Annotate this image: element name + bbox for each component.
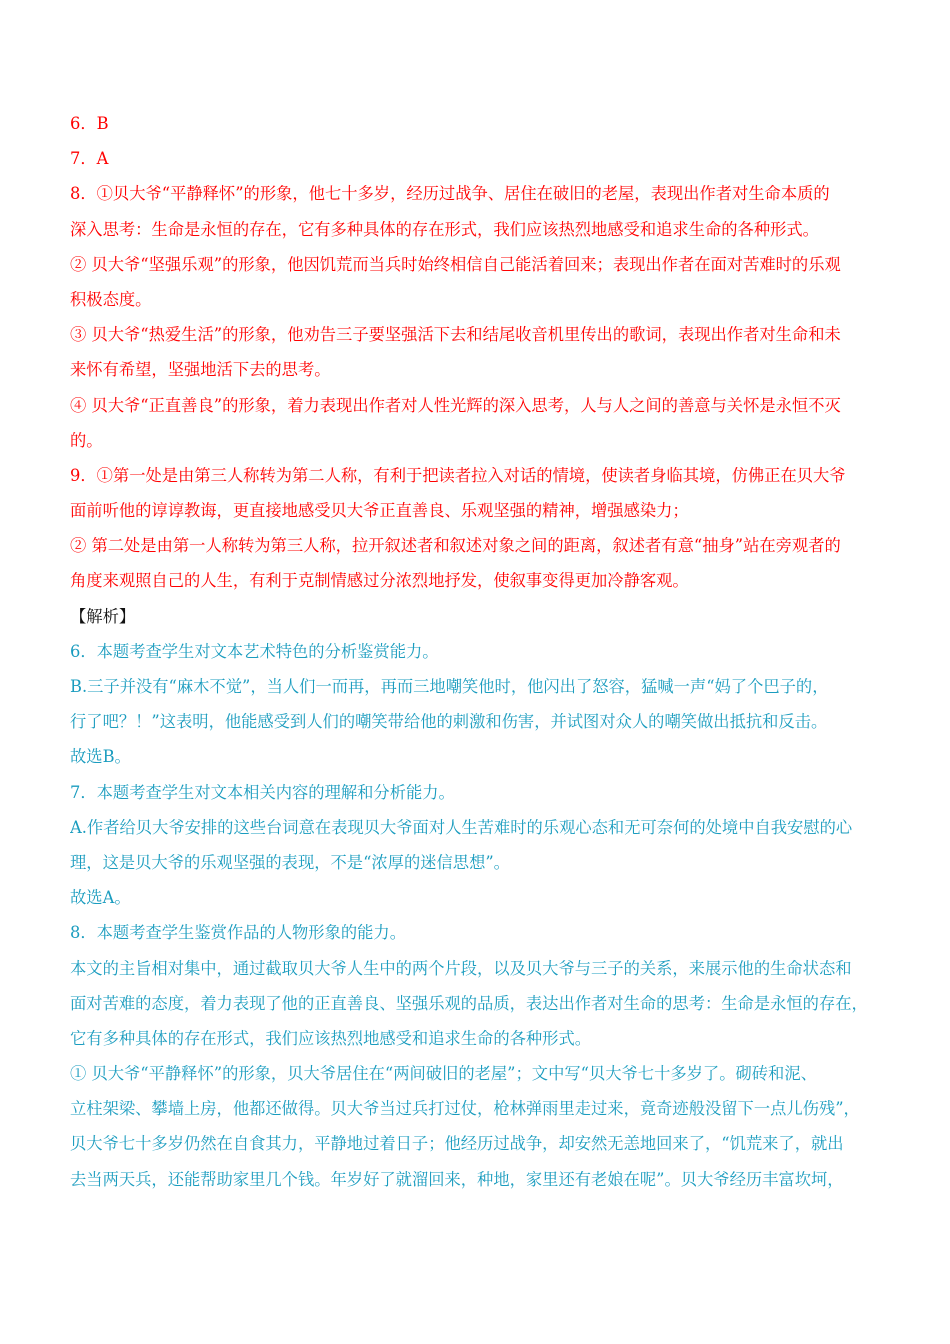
- answer-7: 7．A: [70, 149, 109, 169]
- answer-9-line: 面前听他的谆谆教诲，更直接地感受贝大爷正直善良、乐观坚强的精神，增强感染力；: [70, 501, 689, 521]
- analysis-7-line: 7．本题考查学生对文本相关内容的理解和分析能力。: [70, 782, 455, 802]
- analysis-7-line: A.作者给贝大爷安排的这些台词意在表现贝大爷面对人生苦难时的乐观心态和无可奈何的处境中自我安慰的心: [70, 817, 853, 837]
- analysis-8-line: 本文的主旨相对集中，通过截取贝大爷人生中的两个片段，以及贝大爷与三子的关系，来展示他的生命状态和: [70, 958, 852, 978]
- page-content: [70, 106, 885, 1197]
- analysis-7-line: 理，这是贝大爷的乐观坚强的表现，不是“浓厚的迷信思想”。: [70, 852, 510, 872]
- answer-8-line: 8．①贝大爷“平静释怀”的形象，他七十多岁，经历过战争、居住在破旧的老屋，表现出作者对生命本质的: [70, 184, 830, 204]
- analysis-6-line: 故选B。: [70, 747, 131, 767]
- analysis-8-line: 去当两天兵，还能帮助家里几个钱。年岁好了就溜回来，种地，家里还有老娘在呢”。贝大爷经历丰富坎坷，: [70, 1169, 844, 1189]
- analysis-6-line: 行了吧？！”这表明，他能感受到人们的嘲笑带给他的刺激和伤害，并试图对众人的嘲笑做出抵抗和反击。: [70, 712, 828, 732]
- answer-9-line: 9．①第一处是由第三人称转为第二人称，有利于把读者拉入对话的情境，使读者身临其境，仿佛正在贝大爷: [70, 465, 846, 485]
- analysis-8-line: 立柱架梁、攀墙上房，他都还做得。贝大爷当过兵打过仗，枪林弹雨里走过来，竟奇迹般没留下一点儿伤残”，: [70, 1099, 860, 1119]
- analysis-6-line: B.三子并没有“麻木不觉”，当人们一而再，再而三地嘲笑他时，他闪出了怒容，猛喊一声“妈了个巴子的，: [70, 677, 829, 696]
- analysis-8-line: 贝大爷七十多岁仍然在自食其力，平静地过着日子；他经历过战争，却安然无恙地回来了，“饥荒来了，就出: [70, 1134, 844, 1154]
- analysis-8-line: 它有多种具体的存在形式，我们应该热烈地感受和追求生命的各种形式。: [70, 1028, 592, 1048]
- answer-9-line: 角度来观照自己的人生，有利于克制情感过分浓烈地抒发，使叙事变得更加冷静客观。: [70, 571, 689, 591]
- analysis-7-line: 故选A。: [70, 888, 131, 908]
- answer-8-line: 的。: [70, 430, 103, 450]
- answer-9-line: ② 第二处是由第一人称转为第三人称，拉开叙述者和叙述对象之间的距离，叙述者有意“抽身”站在旁观者的: [70, 536, 841, 556]
- analysis-8-line: 面对苦难的态度，着力表现了他的正直善良、坚强乐观的品质，表达出作者对生命的思考：生命是永恒的存在，: [70, 993, 868, 1013]
- answer-8-line: ③ 贝大爷“热爱生活”的形象，他劝告三子要坚强活下去和结尾收音机里传出的歌词，表现出作者对生命和未: [70, 325, 841, 345]
- answer-8-line: 深入思考：生命是永恒的存在，它有多种具体的存在形式，我们应该热烈地感受和追求生命的各种形式。: [70, 219, 819, 239]
- answer-8-line: ④ 贝大爷“正直善良”的形象，着力表现出作者对人性光辉的深入思考，人与人之间的善意与关怀是永恒不灭: [70, 395, 841, 415]
- analysis-8-line: 8．本题考查学生鉴赏作品的人物形象的能力。: [70, 923, 406, 943]
- answer-8-line: ② 贝大爷“坚强乐观”的形象，他因饥荒而当兵时始终相信自己能活着回来；表现出作者在面对苦难时的乐观: [70, 254, 841, 274]
- analysis-8-line: ① 贝大爷“平静释怀”的形象，贝大爷居住在“两间破旧的老屋”；文中写“贝大爷七十多岁了。砌砖和泥、: [70, 1064, 817, 1084]
- analysis-6-line: 6．本题考查学生对文本艺术特色的分析鉴赏能力。: [70, 641, 439, 661]
- answer-6: 6．B: [70, 114, 109, 133]
- analysis-heading: 【解析】: [70, 606, 136, 626]
- answer-8-line: 来怀有希望，坚强地活下去的思考。: [70, 360, 331, 380]
- answer-8-line: 积极态度。: [70, 289, 152, 309]
